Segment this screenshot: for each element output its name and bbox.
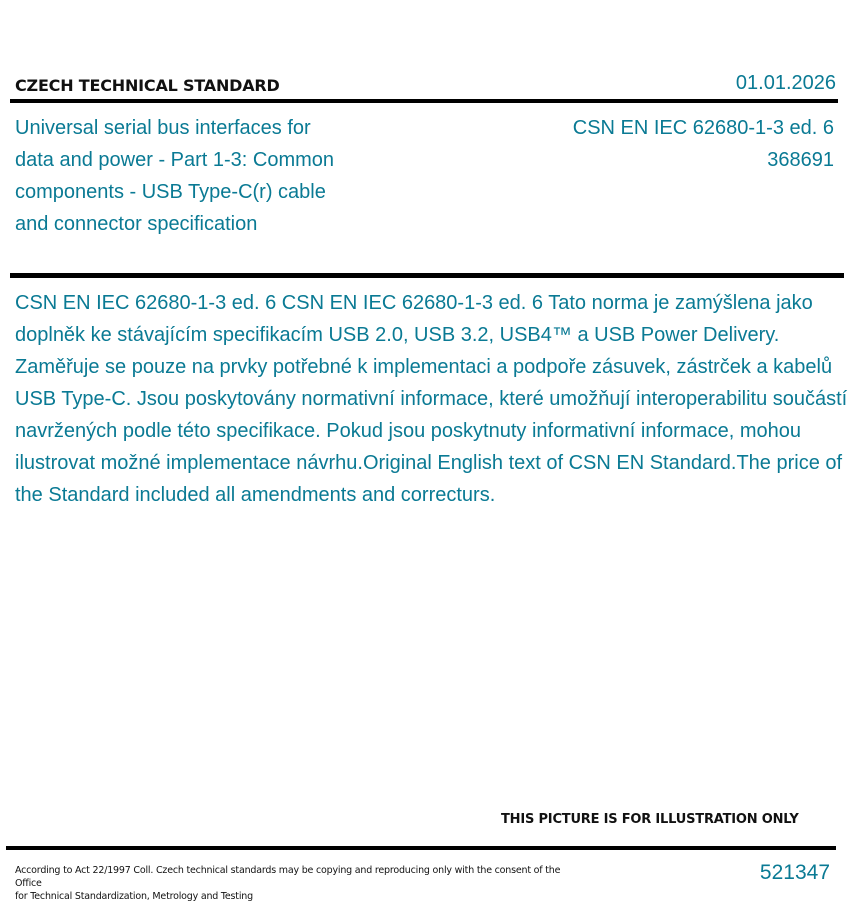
publication-date: 01.01.2026 bbox=[735, 72, 836, 94]
standard-title bbox=[15, 112, 385, 240]
standard-title-line: Universal serial bus interfaces for bbox=[15, 117, 311, 139]
standard-title-line: components - USB Type-C(r) cable bbox=[15, 181, 326, 203]
copyright-notice-line: According to Act 22/1997 Coll. Czech technical standards may be copying and reproducing only with the consent of the Office bbox=[15, 865, 561, 889]
copyright-notice bbox=[15, 864, 585, 903]
copyright-notice-line: for Technical Standardization, Metrology and Testing bbox=[15, 891, 253, 902]
footer-divider bbox=[6, 846, 836, 850]
document-number: 521347 bbox=[759, 861, 830, 884]
standard-identifiers bbox=[573, 112, 834, 176]
standard-code: CSN EN IEC 62680-1-3 ed. 6 bbox=[572, 117, 834, 139]
header-divider bbox=[10, 99, 838, 103]
standard-title-line: and connector specification bbox=[15, 213, 258, 235]
illustration-disclaimer: THIS PICTURE IS FOR ILLUSTRATION ONLY bbox=[501, 812, 799, 827]
document-type-label: CZECH TECHNICAL STANDARD bbox=[15, 76, 280, 95]
abstract-text: CSN EN IEC 62680-1-3 ed. 6 CSN EN IEC 62680-1-3 ed. 6 Tato norma je zamýšlena jako doplněk ke stávajícím specifikacím USB 2.0, USB 3.2, USB4™ a USB Power Delivery. Zaměřuje se pouze na prvky potřebné k implementaci a podpoře zásuvek, zástrček a kabelů USB Type-C. Jsou poskytovány normativní informace, které umožňují interoperabilitu součástí navržených podle této specifikace. Pokud jsou poskytnuty informativní informace, mohou ilustrovat možné implementace návrhu.Original English text of CSN EN Standard.The price of the Standard included all amendments and correcturs. bbox=[15, 292, 848, 506]
section-divider bbox=[10, 273, 844, 278]
standard-title-line: data and power - Part 1-3: Common bbox=[15, 149, 335, 171]
catalog-number: 368691 bbox=[767, 149, 834, 171]
